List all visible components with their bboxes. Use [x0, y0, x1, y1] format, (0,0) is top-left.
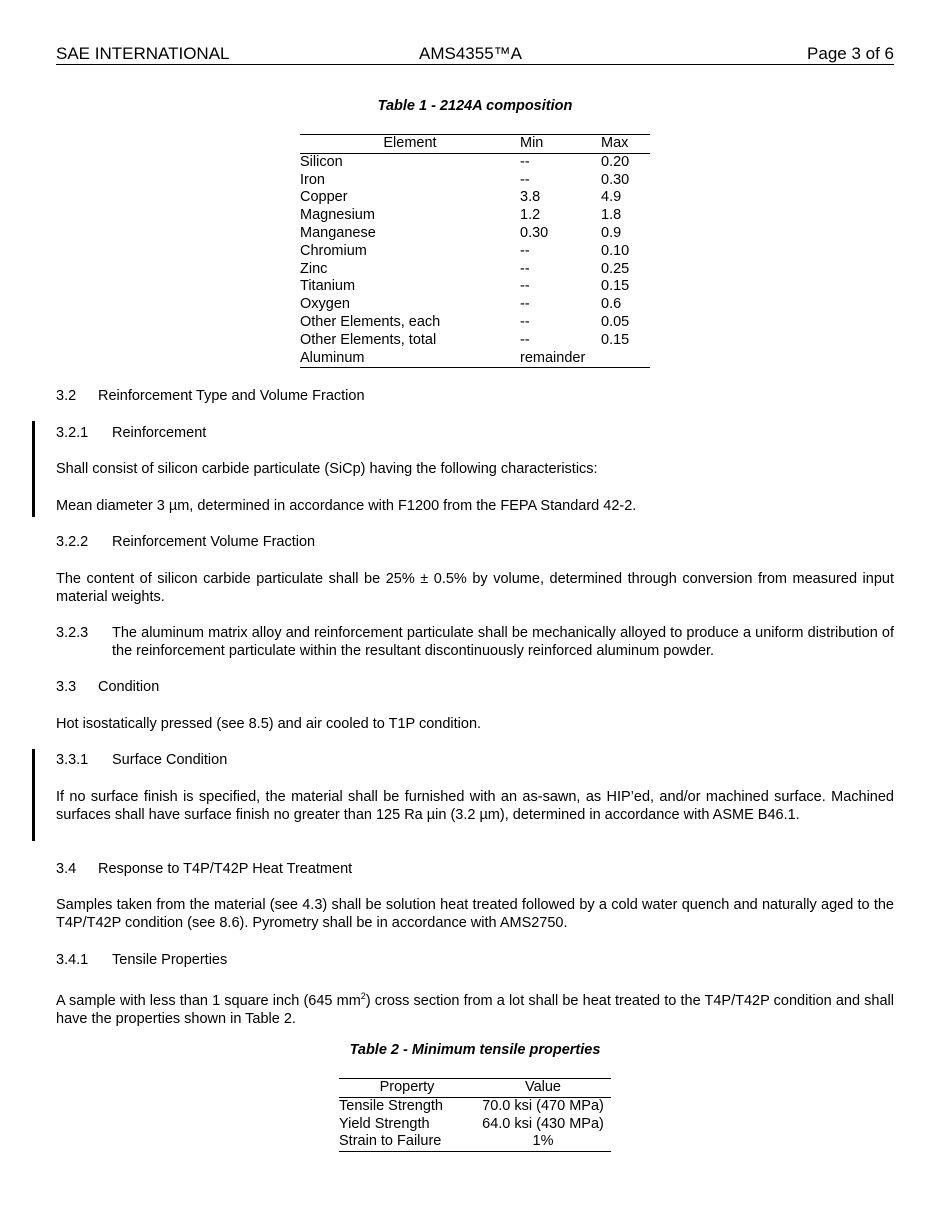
table-cell: 70.0 ksi (470 MPa)	[482, 1097, 604, 1114]
section-number: 3.4.1	[56, 952, 89, 968]
column-header: Min	[520, 135, 544, 151]
table-row	[300, 207, 650, 225]
table-row	[339, 1133, 611, 1151]
table-row	[300, 153, 650, 171]
text-run: A sample with less than 1 square inch (645 mm	[56, 992, 361, 1009]
column-header: Max	[601, 135, 629, 151]
section-title: Tensile Properties	[112, 952, 228, 968]
table-cell: Copper	[300, 189, 348, 206]
table-cell: --	[520, 260, 530, 277]
table-cell: --	[520, 153, 530, 170]
table2-caption: Table 2 - Minimum tensile properties	[349, 1042, 601, 1058]
section-title: Reinforcement	[112, 425, 207, 441]
paragraph-tensile	[56, 987, 894, 1028]
section-number: 3.4	[56, 861, 77, 877]
table-cell: 0.6	[601, 296, 622, 313]
section-3-3-1-heading	[56, 751, 227, 769]
text-run: ) cross section from a lot shall be heat treated to the T4P/T42P condition and shall have the properties shown in Table 2.	[56, 992, 894, 1027]
table-cell: 1.8	[601, 207, 622, 224]
table-cell: Tensile Strength	[339, 1097, 443, 1114]
table-cell: --	[520, 278, 530, 295]
table-cell	[601, 350, 650, 368]
paragraph: Mean diameter 3 µm, determined in accordance with F1200 from the FEPA Standard 42-2.	[56, 498, 637, 514]
table-cell: Zinc	[300, 260, 328, 277]
section-title: Response to T4P/T42P Heat Treatment	[98, 861, 353, 877]
table-row	[300, 261, 650, 279]
table-cell: --	[520, 242, 530, 259]
section-3-2-3-number: 3.2.3	[56, 625, 89, 641]
paragraph: The content of silicon carbide particulate shall be 25% ± 0.5% by volume, determined through conversion from measured input material weights.	[56, 571, 894, 605]
table1-caption: Table 1 - 2124A composition	[377, 98, 573, 114]
table-cell: 4.9	[601, 189, 622, 206]
table-cell: 0.30	[520, 224, 549, 241]
table-cell: 3.8	[520, 189, 541, 206]
section-number: 3.2.2	[56, 534, 89, 550]
paragraph: Samples taken from the material (see 4.3) shall be solution heat treated followed by a cold water quench and naturally aged to the T4P/T42P condition (see 8.6). Pyrometry shall be in accordance with AMS2750.	[56, 897, 894, 931]
table-cell: Iron	[300, 171, 325, 188]
section-number: 3.2.1	[56, 425, 89, 441]
revision-bar	[32, 749, 35, 841]
composition-table	[300, 134, 650, 368]
column-header: Property	[379, 1079, 435, 1095]
table-header-row	[339, 1079, 611, 1098]
table-row	[300, 243, 650, 261]
section-number: 3.3	[56, 679, 77, 695]
section-3-4-1-heading	[56, 951, 227, 969]
section-3-2-3-text: The aluminum matrix alloy and reinforcement particulate shall be mechanically alloyed to produce a uniform distribution of the reinforcement particulate within the resultant discontinuously reinforced aluminum powder.	[112, 625, 894, 659]
table-cell: Other Elements, total	[300, 331, 437, 348]
table-cell: 0.25	[601, 260, 630, 277]
section-number: 3.2	[56, 388, 77, 404]
paragraph: Hot isostatically pressed (see 8.5) and air cooled to T1P condition.	[56, 716, 482, 732]
table-row	[300, 172, 650, 190]
table-row	[300, 314, 650, 332]
paragraph: If no surface finish is specified, the material shall be furnished with an as-sawn, as HIP’ed, and/or machined surface. Machined surfaces shall have surface finish no greater than 125 Ra µin (3.2 µm), determined in accordance with ASME B46.1.	[56, 789, 894, 823]
section-3-2-2-heading	[56, 533, 315, 551]
table-cell: Yield Strength	[339, 1115, 430, 1132]
table-row	[300, 225, 650, 243]
section-title: Surface Condition	[112, 752, 228, 768]
section-3-2-heading	[56, 387, 365, 405]
column-header: Value	[524, 1079, 561, 1095]
table-cell: 1%	[532, 1133, 554, 1150]
table-cell: --	[520, 296, 530, 313]
table-cell: 1.2	[520, 207, 541, 224]
table-cell: 0.20	[601, 153, 630, 170]
table-cell: Aluminum	[300, 349, 365, 366]
table-cell: --	[520, 331, 530, 348]
table-row	[300, 189, 650, 207]
table-cell: 0.10	[601, 242, 630, 259]
tensile-properties-table	[339, 1078, 611, 1152]
revision-bar	[32, 421, 35, 517]
table-cell: Manganese	[300, 224, 376, 241]
table-cell: Other Elements, each	[300, 313, 441, 330]
section-title: Condition	[98, 679, 160, 695]
table-cell: 0.30	[601, 171, 630, 188]
table-row	[339, 1097, 611, 1115]
page-header	[56, 44, 894, 65]
section-number: 3.3.1	[56, 752, 89, 768]
table-cell: Silicon	[300, 153, 343, 170]
header-org: SAE INTERNATIONAL	[56, 44, 230, 63]
table-cell: Titanium	[300, 278, 356, 295]
table-header-row	[300, 135, 650, 154]
table-row	[300, 350, 650, 368]
section-3-2-1-heading	[56, 424, 206, 442]
table-row	[300, 296, 650, 314]
table-cell: 0.15	[601, 331, 630, 348]
table-row	[339, 1116, 611, 1134]
table-row	[300, 332, 650, 350]
table-cell: remainder	[520, 349, 586, 366]
table-row	[300, 278, 650, 296]
section-title: Reinforcement Volume Fraction	[112, 534, 316, 550]
table-cell: 64.0 ksi (430 MPa)	[482, 1115, 604, 1132]
section-3-3-heading	[56, 678, 159, 696]
column-header: Element	[383, 135, 437, 151]
superscript: 2	[360, 991, 366, 1001]
table-cell: Strain to Failure	[339, 1133, 442, 1150]
header-page-number: Page 3 of 6	[807, 44, 894, 63]
table-cell: --	[520, 171, 530, 188]
table-cell: --	[520, 313, 530, 330]
table-cell: Magnesium	[300, 207, 375, 224]
section-3-4-heading	[56, 860, 352, 878]
table-cell: 0.05	[601, 313, 630, 330]
table-cell: Chromium	[300, 242, 367, 259]
table-cell: 0.9	[601, 224, 622, 241]
table-cell: Oxygen	[300, 296, 350, 313]
table-cell: 0.15	[601, 278, 630, 295]
section-title: Reinforcement Type and Volume Fraction	[98, 388, 365, 404]
header-doc-number: AMS4355™A	[419, 44, 522, 63]
paragraph: Shall consist of silicon carbide particulate (SiCp) having the following characteristics:	[56, 461, 598, 477]
